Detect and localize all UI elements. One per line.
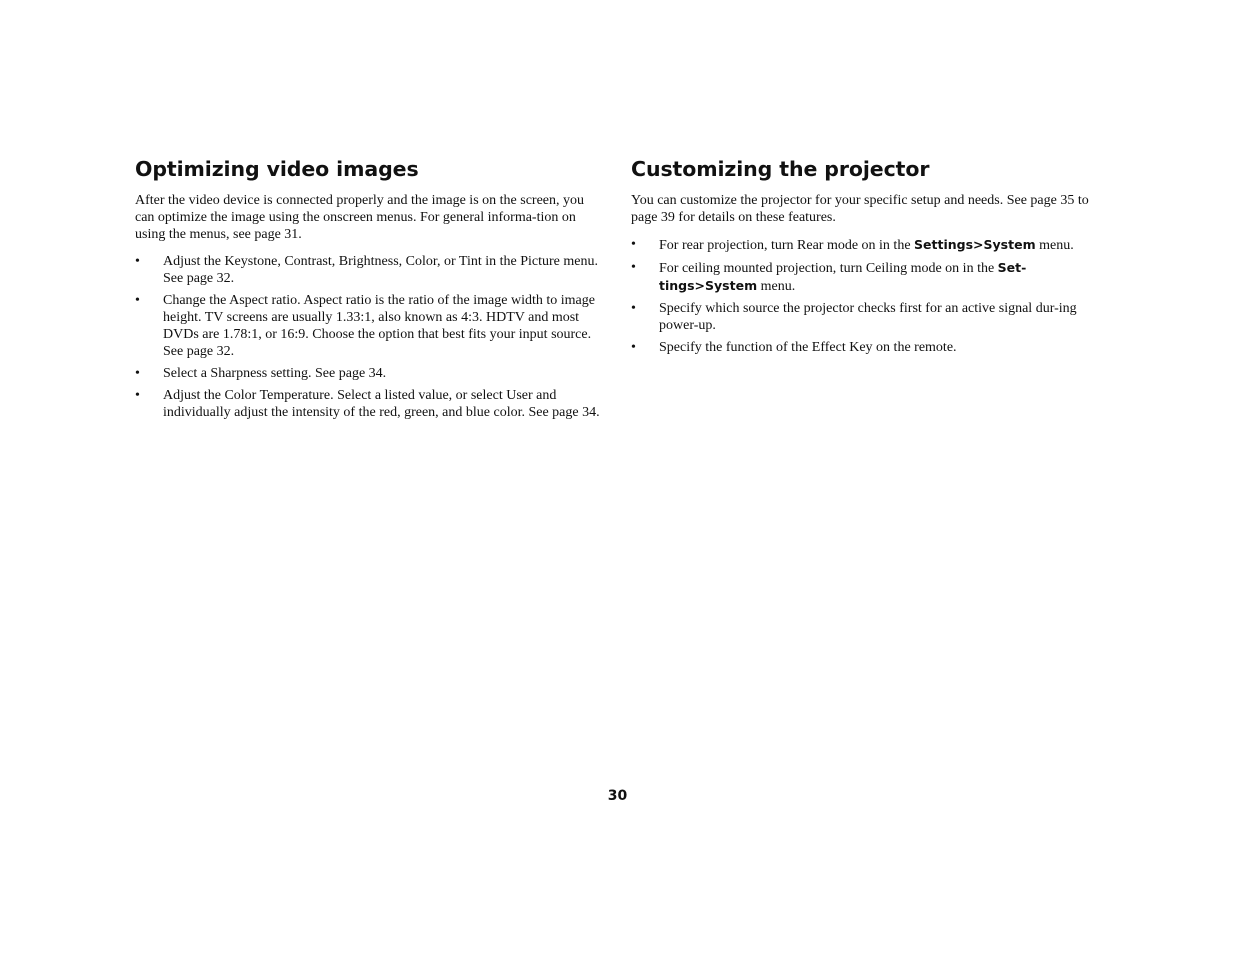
list-item-text: Change the Aspect ratio. Aspect ratio is the ratio of the image width to image height. TV screens are usually 1.33:1, also known as 4:3. HDTV and most DVDs are 1.78:1, or 16:9. Choose the option that best fits your input source. See page 32. [163, 293, 595, 359]
list-item-text: Select a Sharpness setting. See page 34. [163, 366, 387, 381]
bullet-icon: • [631, 301, 636, 316]
menu-path-term: Set-tings>System [659, 260, 1027, 293]
list-item-text: Specify which source the projector checks first for an active signal dur-ing power-up. [659, 301, 1077, 333]
list-item [135, 292, 605, 360]
section-heading-customizing: Customizing the projector [631, 157, 930, 181]
bullet-icon: • [631, 340, 636, 355]
page-number: 30 [607, 788, 628, 804]
list-item-text: Adjust the Keystone, Contrast, Brightness, Color, or Tint in the Picture menu. See page 32. [163, 254, 598, 286]
list-item [631, 236, 1099, 254]
list-item-text: Adjust the Color Temperature. Select a listed value, or select User and individually adjust the intensity of the red, green, and blue color. See page 34. [163, 388, 600, 420]
optimizing-video-section [135, 155, 605, 426]
section-heading-optimizing: Optimizing video images [135, 157, 419, 181]
list-item [631, 339, 1099, 356]
menu-path-term: Settings>System [914, 237, 1036, 252]
list-item-text-after: menu. [757, 279, 796, 294]
bullet-list-optimizing [135, 253, 605, 421]
bullet-icon: • [135, 366, 140, 381]
list-item-text-before: For rear projection, turn Rear mode on in the [659, 238, 915, 253]
list-item [135, 365, 605, 382]
bullet-icon: • [631, 237, 636, 252]
list-item [631, 259, 1099, 295]
list-item-text: Specify the function of the Effect Key on the remote. [659, 340, 957, 355]
section-intro-optimizing: After the video device is connected properly and the image is on the screen, you can optimize the image using the onscreen menus. For general informa-tion on using the menus, see page 31. [135, 193, 585, 242]
list-item [135, 387, 605, 421]
bullet-icon: • [135, 254, 140, 269]
list-item-text-before: For ceiling mounted projection, turn Ceiling mode on in the [659, 261, 998, 276]
bullet-icon: • [135, 293, 140, 308]
customizing-projector-section [631, 155, 1099, 361]
list-item [135, 253, 605, 287]
bullet-list-customizing [631, 236, 1099, 356]
list-item-text-after: menu. [1035, 238, 1074, 253]
list-item [631, 300, 1099, 334]
bullet-icon: • [135, 388, 140, 403]
section-intro-customizing: You can customize the projector for your specific setup and needs. See page 35 to page 39 for details on these features. [631, 193, 1089, 225]
bullet-icon: • [631, 260, 636, 275]
